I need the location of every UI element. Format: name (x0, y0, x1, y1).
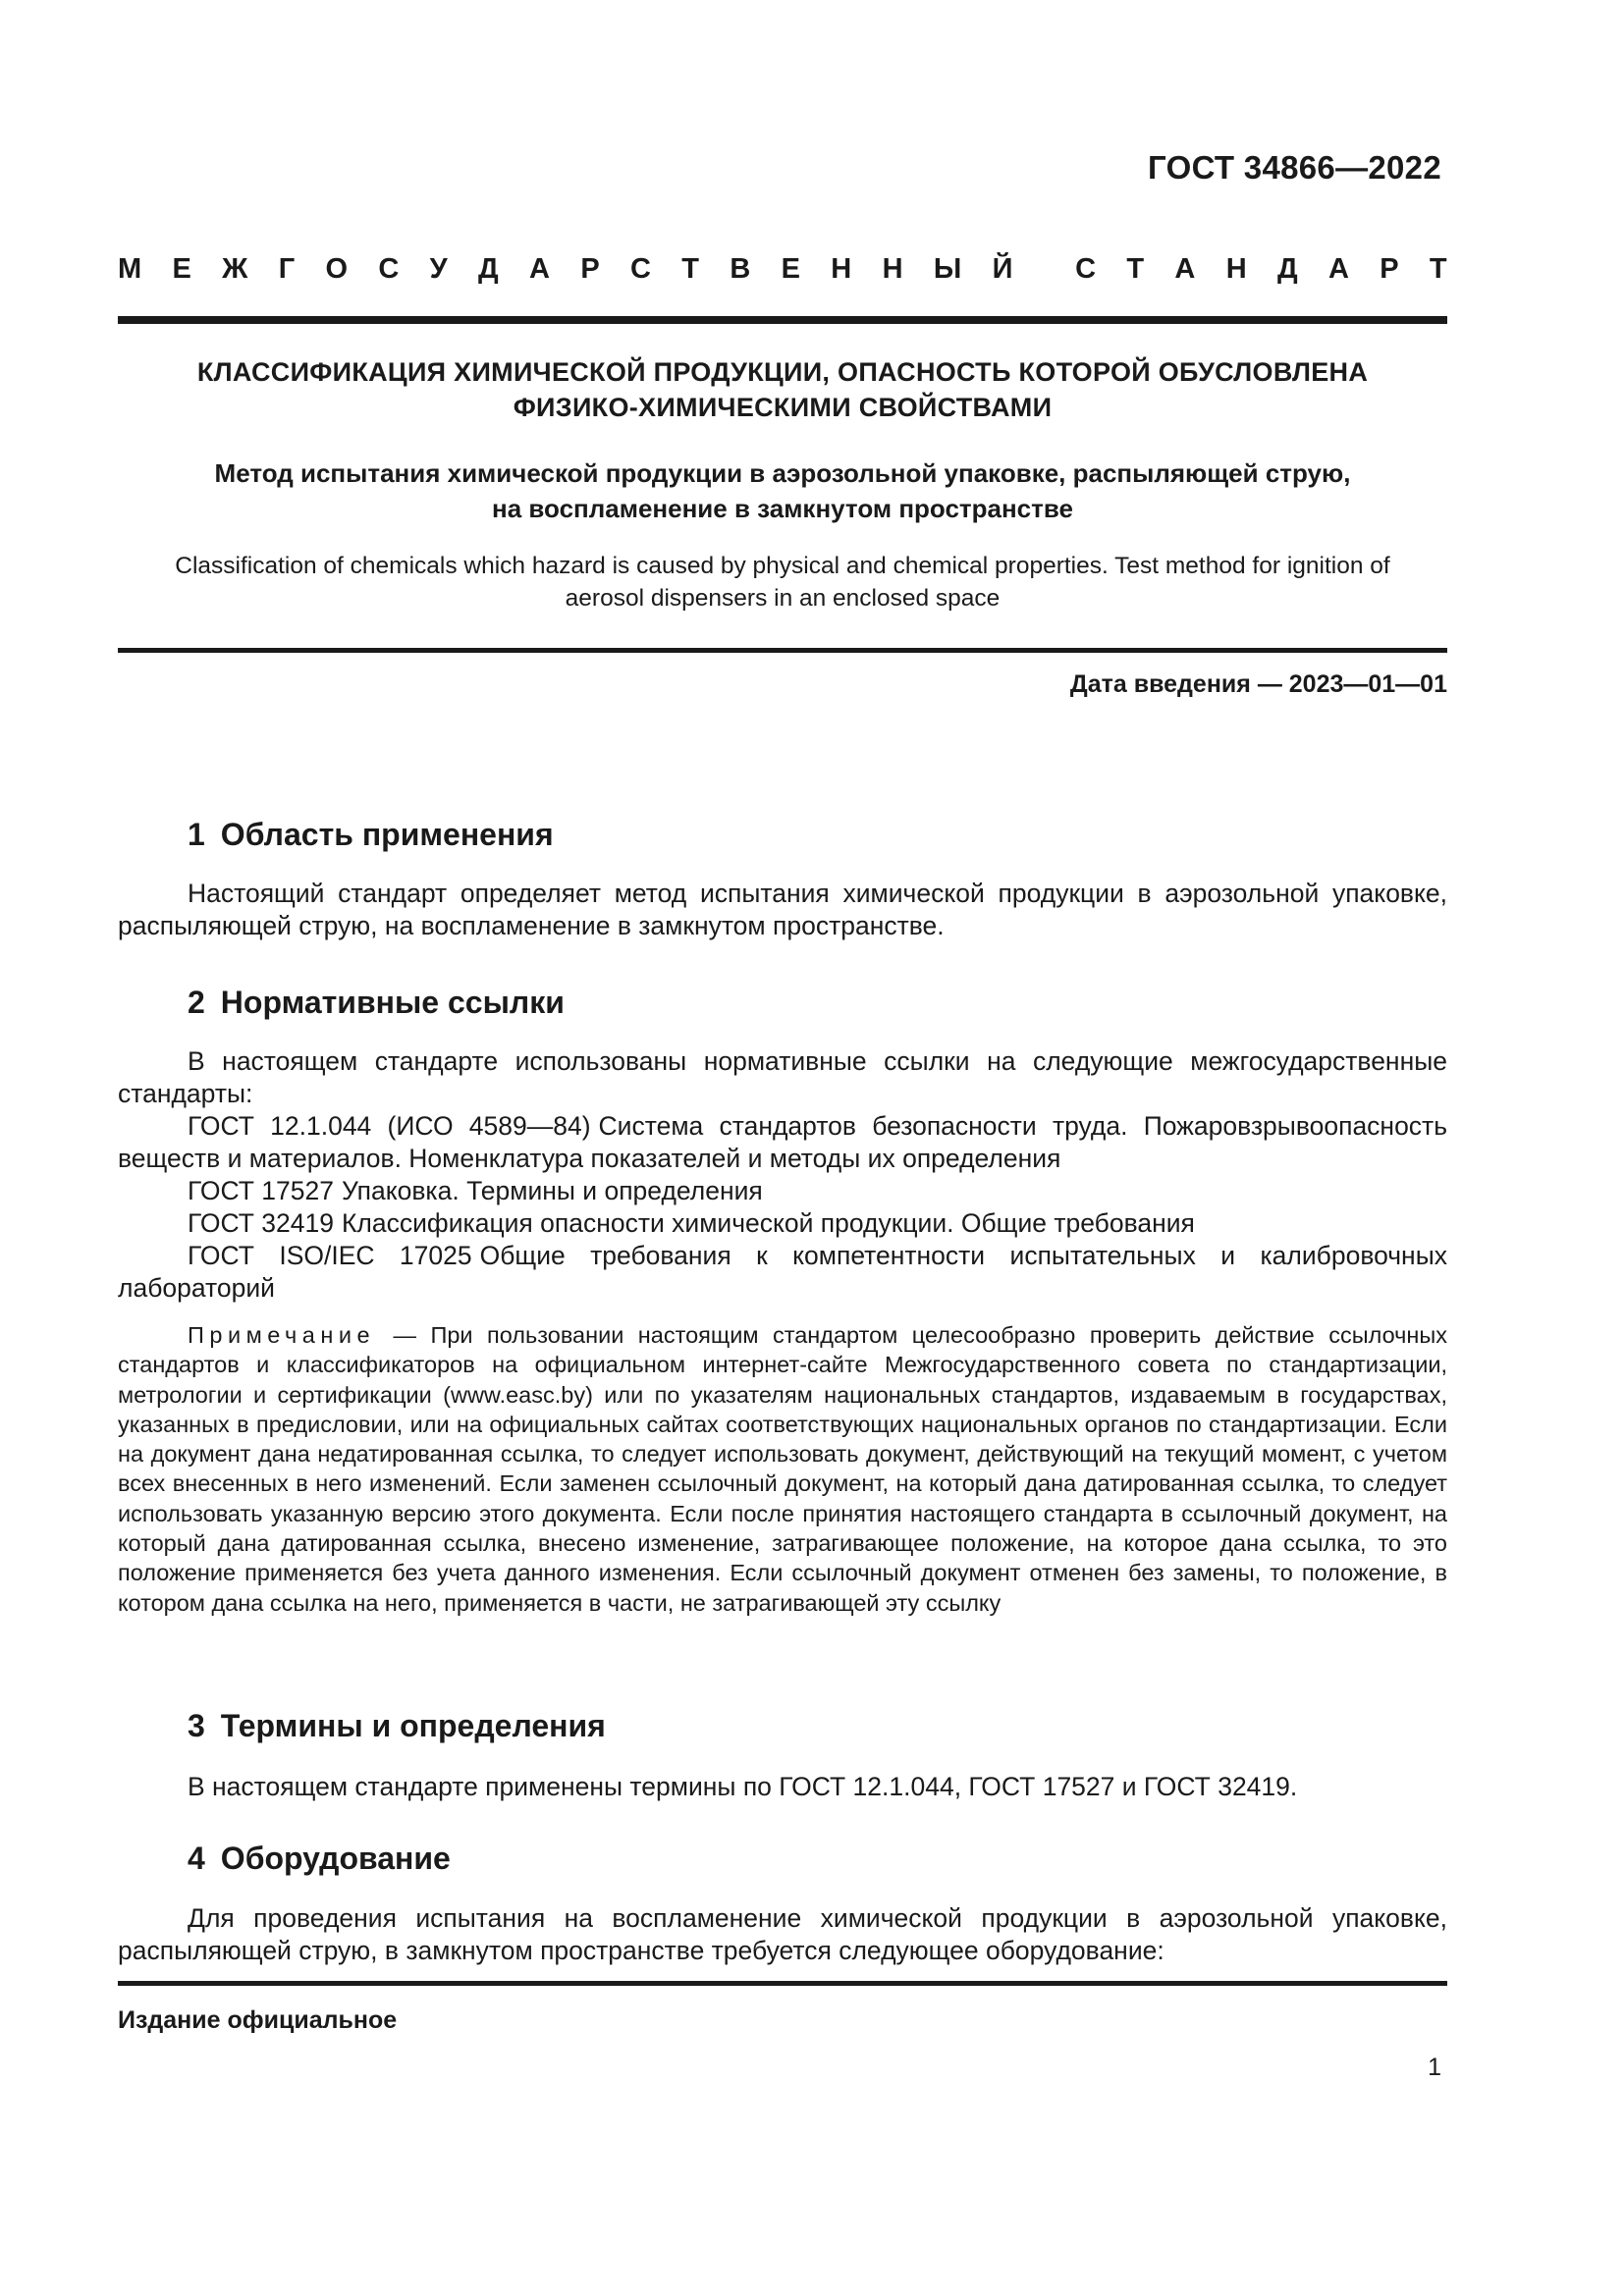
interstate-letter: О (325, 253, 349, 285)
reference-code: ГОСТ 32419 (188, 1208, 334, 1238)
section-number: 4 (188, 1841, 205, 1876)
section-2-heading (188, 985, 565, 1021)
title-rule (118, 648, 1447, 653)
english-title-line-2: aerosol dispensers in an enclosed space (565, 585, 1001, 612)
note-label: Примечание (188, 1322, 376, 1348)
header-rule (118, 316, 1447, 324)
interstate-letter: У (429, 253, 448, 285)
section-2-text: В настоящем стандарте использованы нормативные ссылки на следующие межгосударственные стандарты: (118, 1046, 1447, 1108)
interstate-letter: М (118, 253, 142, 285)
section-4-text: Для проведения испытания на воспламенение химической продукции в аэрозольной упаковке, распыляющей струю, в замкнутом пространстве требуется следующее оборудование: (118, 1903, 1447, 1965)
english-title-line-1: Classification of chemicals which hazard is caused by physical and chemical properties. Test method for ignition of (175, 553, 1390, 579)
gost-number: ГОСТ 34866—2022 (1148, 149, 1441, 186)
english-title (137, 550, 1428, 614)
standard-subtitle-line-1: Метод испытания химической продукции в аэрозольной упаковке, распыляющей струю, (214, 458, 1351, 488)
reference-description: Упаковка. Термины и определения (341, 1176, 763, 1205)
standard-title-line-2: ФИЗИКО-ХИМИЧЕСКИМИ СВОЙСТВАМИ (513, 393, 1053, 422)
interstate-letter: Н (882, 253, 903, 285)
note-text: — При пользовании настоящим стандартом целесообразно проверить действие ссылочных стандартов и классификаторов на официальном интернет-сайте Межгосударственного совета по стандартизации, метрологии и сертификации (www.easc.by) или по указателям национальных стандартов, издаваемым в государствах, указанных в предисловии, или на официальных сайтах соответствующих национальных органов по стандартизации. Если на документ дана недатированная ссылка, то следует использовать документ, действующий на текущий момент, с учетом всех внесенных в него изменений. Если заменен ссылочный документ, на который дана датированная ссылка, то следует использовать указанную версию этого документа. Если после принятия настоящего стандарта в ссылочный документ, на который дана датированная ссылка, внесено изменение, затрагивающее положение, на которое дана ссылка, то это положение применяется без учета данного изменения. Если ссылочный документ отменен без замены, то положение, в котором дана ссылка на него, применяется в части, не затрагивающей эту ссылку (118, 1322, 1447, 1616)
section-title: Нормативные ссылки (220, 985, 565, 1020)
interstate-letter: Й (992, 253, 1013, 285)
section-3-heading (188, 1708, 606, 1744)
interstate-letter: Е (781, 253, 800, 285)
section-title: Оборудование (220, 1841, 451, 1876)
interstate-letter: Д (478, 253, 499, 285)
interstate-letter: Ж (222, 253, 248, 285)
normative-reference (118, 1240, 1447, 1305)
standard-subtitle (137, 455, 1428, 526)
interstate-letter: С (378, 253, 400, 285)
reference-description: Общие требования к компетентности испытательных и калибровочных лабораторий (118, 1241, 1447, 1303)
interstate-letter: А (1174, 253, 1196, 285)
interstate-letter: Е (172, 253, 191, 285)
reference-code: ГОСТ 17527 (188, 1176, 334, 1205)
interstate-letter: Р (1380, 253, 1399, 285)
section-title: Область применения (220, 817, 554, 852)
page-number: 1 (1428, 2054, 1441, 2081)
interstate-letter: Н (831, 253, 852, 285)
interstate-letter: В (730, 253, 751, 285)
interstate-letter: Г (278, 253, 296, 285)
normative-reference (118, 1110, 1447, 1175)
interstate-letter: Ы (933, 253, 962, 285)
interstate-letter: Т (1126, 253, 1145, 285)
normative-reference (118, 1207, 1447, 1240)
section-1-text: Настоящий стандарт определяет метод испытания химической продукции в аэрозольной упаковке, распыляющей струю, на воспламенение в замкнутом пространстве. (118, 879, 1447, 940)
interstate-letter: Н (1225, 253, 1247, 285)
interstate-standard-heading (118, 253, 1447, 286)
section-1-heading (188, 817, 554, 853)
section-4-heading (188, 1841, 451, 1877)
interstate-letter: А (529, 253, 550, 285)
section-number: 3 (188, 1708, 205, 1743)
interstate-letter: Т (1429, 253, 1447, 285)
official-edition-label: Издание официальное (118, 2006, 398, 2034)
standard-title-line-1: КЛАССИФИКАЦИЯ ХИМИЧЕСКОЙ ПРОДУКЦИИ, ОПАСНОСТЬ КОТОРОЙ ОБУСЛОВЛЕНА (196, 357, 1369, 387)
word-gap (1044, 253, 1045, 286)
interstate-letter: С (630, 253, 651, 285)
reference-description: Система стандартов безопасности труда. Пожаровзрывоопасность веществ и материалов. Номенклатура показателей и методы их определения (118, 1111, 1447, 1173)
standard-subtitle-line-2: на воспламенение в замкнутом пространстве (492, 494, 1073, 523)
section-3-text: В настоящем стандарте применены термины по ГОСТ 12.1.044, ГОСТ 17527 и ГОСТ 32419. (188, 1772, 1298, 1801)
interstate-letter: Т (681, 253, 699, 285)
reference-code: ГОСТ ISO/IEC 17025 (188, 1241, 472, 1270)
interstate-letter: Д (1276, 253, 1298, 285)
reference-description: Классификация опасности химической продукции. Общие требования (341, 1208, 1195, 1238)
normative-reference (118, 1175, 1447, 1207)
section-number: 1 (188, 817, 205, 852)
note-paragraph (118, 1320, 1447, 1618)
footer-rule (118, 1981, 1447, 1986)
interstate-letter: Р (580, 253, 600, 285)
reference-code: ГОСТ 12.1.044 (ИСО 4589—84) (188, 1111, 591, 1141)
section-title: Термины и определения (220, 1708, 606, 1743)
introduction-date: Дата введения — 2023—01—01 (1069, 670, 1447, 698)
interstate-letter: С (1075, 253, 1097, 285)
interstate-letter: А (1327, 253, 1349, 285)
section-number: 2 (188, 985, 205, 1020)
standard-title (137, 354, 1428, 425)
